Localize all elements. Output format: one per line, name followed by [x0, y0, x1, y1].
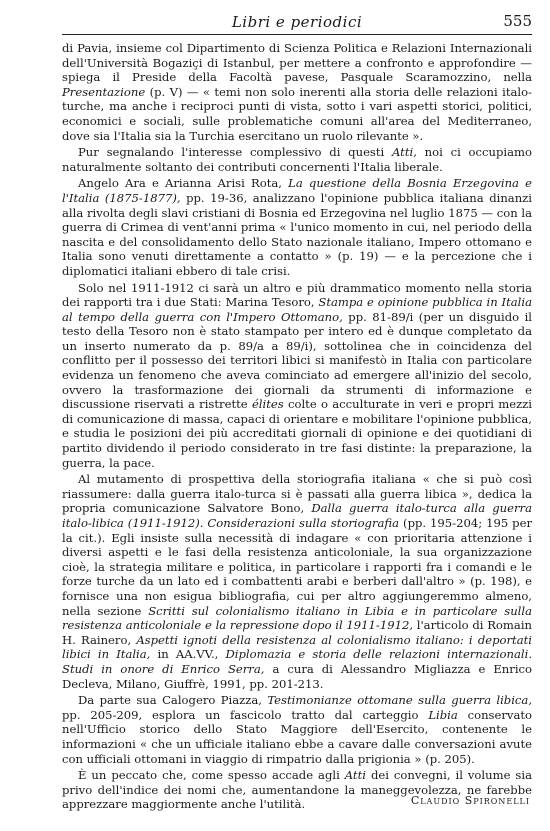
- page-number: 555: [503, 12, 532, 30]
- text-segment: colte o acculturate in veri e propri mezzi di comunicazione di massa, capaci di orientare e mobilitare l'opinione pubblica, e studia le posizioni dei più accreditati giornali di opinione e dei quotidiani di partito dividendo il periodo considerato in tre fasi distinte: la preparazione, la guerra, la pace.: [62, 397, 533, 470]
- italic-segment: Diplomazia e storia delle relazioni internazionali. Studi in onore di Enrico Serra,: [62, 647, 533, 676]
- paragraph: [62, 145, 532, 174]
- text-segment: (pp. 195-204; 195 per la cit.). Egli insiste sulla necessità di indagare « con prioritaria attenzione i diversi aspetti e le fasi della resistenza anticoloniale, la sua organizzazione cioè, la strategia militare e politica, in particolare i rapporti fra i comandi e le forze turche da un lato ed i combattenti arabi e berberi dall'altro » (p. 198), e fornisce una non esigua bibliografia, cui per altro aggiungeremmo almeno, nella sezione: [62, 516, 532, 618]
- text-segment: pp. 19-36, analizzano l'opinione pubblica italiana dinanzi alla rivolta degli slavi cristiani di Bosnia ed Erzegovina nel luglio 1875 — con la guerra di Crimea di vent'anni prima « l'unico momento in cui, nel periodo della nascita e del consolidamento dello Stato nazionale italiano, Impero ottomano e Italia sono venuti direttamente a contatto » (p. 19) — e la percezione che i diplomatici italiani ebbero di tale crisi.: [62, 190, 532, 278]
- text-segment: È un peccato che, come spesso accade agli: [78, 768, 345, 783]
- text-segment: conservato nell'Ufficio storico dello Stato Maggiore dell'Esercito, contenente le informazioni « che un ufficiale italiano ebbe a cavare dalle conversazioni avute con ufficiali ottomani in viaggio di rimpatrio dalla prigionia » (p. 205).: [62, 707, 532, 766]
- text-segment: a cura di Alessandro Migliazza e Enrico Decleva, Milano, Giuffrè, 1991, pp. 201-213.: [62, 661, 533, 691]
- paragraph: [62, 281, 532, 471]
- italic-segment: Presentazione: [62, 84, 146, 99]
- running-title: Libri e periodici: [231, 13, 363, 31]
- running-header: [62, 8, 532, 35]
- text-segment: Pur segnalando l'interesse complessivo di questi: [78, 145, 393, 160]
- text-segment: in AA.VV.,: [150, 647, 226, 662]
- text-segment: pp. 205-209, esplora un fascicolo tratto dal carteggio: [62, 707, 429, 722]
- text-segment: (p. V) — « temi non solo inerenti alla storia delle relazioni italo-turche, ma anche i reciproci punti di vista, sotto i vari aspetti storici, politici, economici e sociali, sulle problematiche comuni all'area del Mediterraneo, dove sia l'Italia sia la Turchia esercitano un ruolo rilevante ».: [62, 84, 532, 143]
- italic-segment: Scritti sul colonialismo italiano in Libia e in particolare sulla resistenza anticoloniale e la repressione dopo il 1911-1912,: [62, 603, 532, 633]
- text-segment: noi ci occupiamo naturalmente soltanto dei contributi concernenti l'Italia liberale.: [62, 145, 532, 174]
- author-signature: Claudio Spironelli: [410, 794, 530, 807]
- italic-segment: Libia: [428, 707, 458, 722]
- text-segment: Da parte sua Calogero Piazza,: [78, 693, 268, 708]
- text-segment: Angelo Ara e Arianna Arisi Rota,: [78, 176, 289, 191]
- italic-segment: Dalla guerra italo-turca alla guerra italo-libica (1911-1912). Considerazioni sulla storiografia: [62, 501, 533, 530]
- italic-segment: Atti: [344, 768, 366, 783]
- italic-segment: Testimonianze ottomane sulla guerra libica,: [267, 693, 533, 708]
- article-body: [62, 41, 532, 814]
- text-segment: dei convegni, il volume sia privo dell'indice dei nomi che, aumentandone la maneggevolezza, ne farebbe apprezzare maggiormente anche l'utilità.: [62, 768, 532, 812]
- text-segment: pp. 81-89/i (per un disguido il testo della Tesoro non è stato stampato per intero ed è dunque completato da un inserto numerato da p. 89/a a 89/i), sottolinea che in coincidenza del conflitto per il possesso dei territori libici si manifestò in Italia con particolare evidenza un fenomeno che aveva cominciato ad emergere all'inizio del secolo, ovvero la trasformazione dei giornali da strumenti di informazione e discussione riservati a ristrette: [62, 309, 533, 412]
- text-segment: l'articolo di Romain H. Rainero,: [62, 618, 532, 647]
- paragraph: [62, 693, 532, 766]
- italic-segment: La questione della Bosnia Erzegovina e l'Italia (1875-1877),: [62, 176, 532, 205]
- paragraph: [62, 176, 532, 278]
- italic-segment: élites: [251, 397, 284, 412]
- text-segment: di Pavia, insieme col Dipartimento di Scienza Politica e Relazioni Internazionali dell'Università Bogaziçi di Istanbul, per mettere a confronto e approfondire — spiega il Preside della Facoltà pavese, Pasquale Scaramozzino, nella: [62, 41, 532, 85]
- text-segment: Solo nel 1911-1912 ci sarà un altro e più drammatico momento nella storia dei rapporti tra i due Stati: Marina Tesoro,: [62, 280, 532, 310]
- text-segment: Al mutamento di prospettiva della storiografia italiana « che si può così riassumere: dalla guerra italo-turca si è passati alla guerra libica », dedica la propria comunicazione Salvatore Bono,: [62, 472, 532, 516]
- italic-segment: Atti,: [392, 145, 417, 160]
- paragraph: [62, 472, 532, 691]
- paragraph: [62, 41, 532, 143]
- italic-segment: Stampa e opinione pubblica in Italia al tempo della guerra con l'Impero Ottomano,: [62, 295, 532, 324]
- italic-segment: Aspetti ignoti della resistenza al colonialismo italiano: i deportati libici in Italia,: [62, 632, 532, 662]
